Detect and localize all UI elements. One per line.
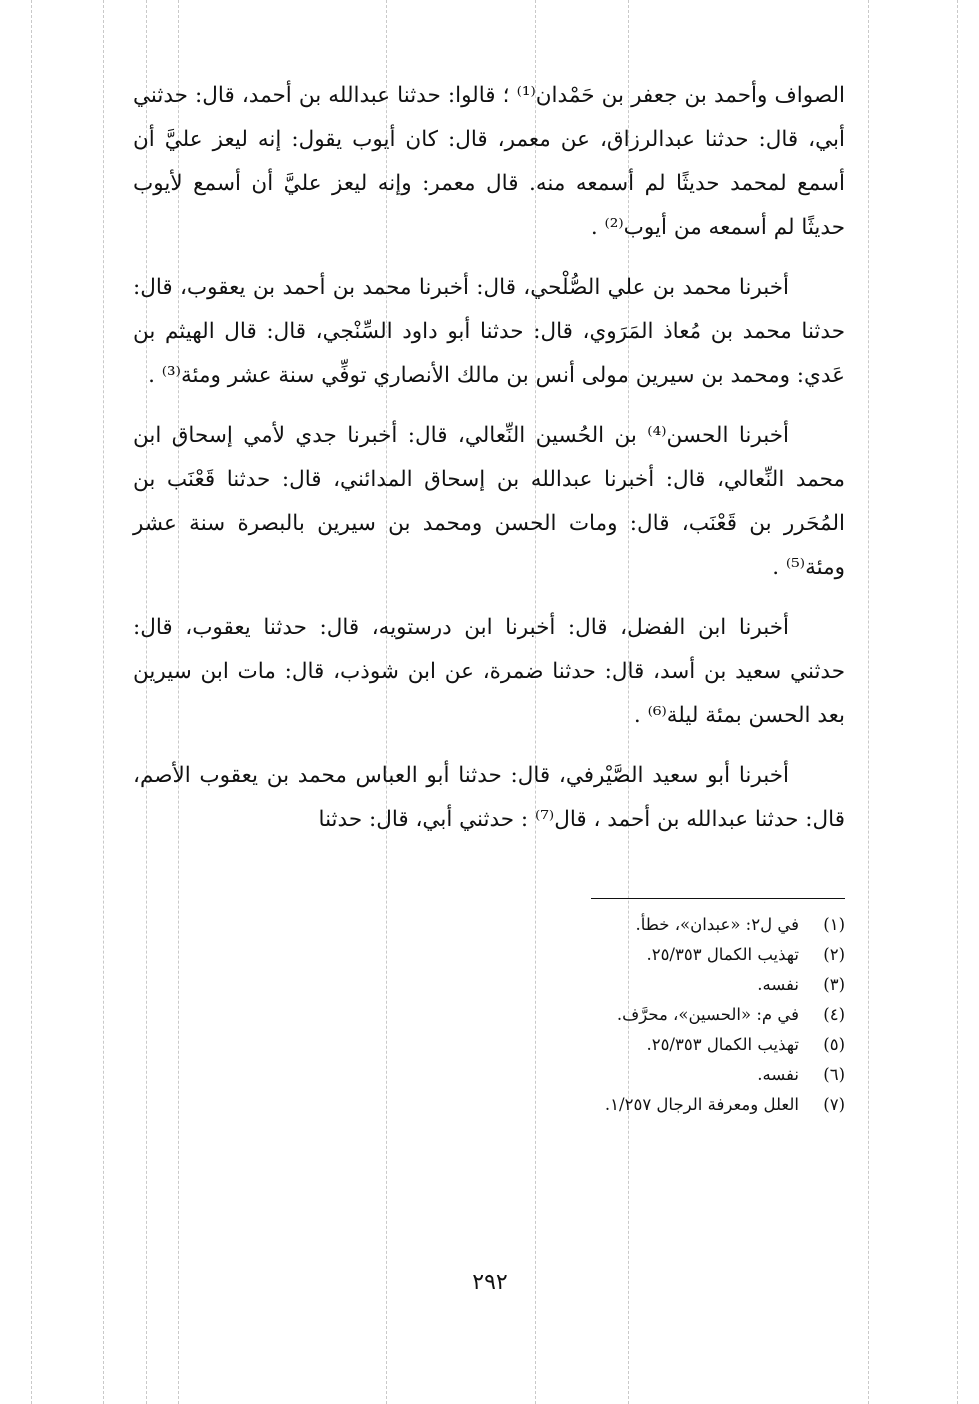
footnote-number: (١) (823, 915, 845, 934)
scan-guide-line (103, 0, 104, 1404)
footnote-text: تهذيب الكمال ٢٥/٣٥٣. (646, 945, 799, 964)
paragraph: أخبرنا أبو سعيد الصَّيْرفي، قال: حدثنا أبو العباس محمد بن يعقوب الأصم، قال: حدثنا عبدالله بن أحمد ، قال⁽⁷⁾ : حدثني أبي، قال: حدثنا (133, 763, 845, 832)
page-number: ٢٩٢ (472, 1270, 508, 1295)
footnote-text: نفسه. (757, 975, 799, 994)
footnote-text: العلل ومعرفة الرجال ١/٢٥٧. (604, 1095, 799, 1114)
footnote (500, 940, 845, 970)
footnote-number: (٤) (823, 1005, 845, 1024)
main-text (133, 74, 845, 858)
footnote-number: (٥) (823, 1035, 845, 1054)
footnote-separator (591, 898, 845, 899)
footnotes (500, 910, 845, 1120)
footnote-number: (٣) (823, 975, 845, 994)
footnote-text: في ل٢: «عبدان»، خطأ. (635, 915, 799, 934)
paragraph: الصواف وأحمد بن جعفر بن حَمْدان⁽¹⁾ ؛ قالوا: حدثنا عبدالله بن أحمد، قال: حدثني أبي، قال: حدثنا عبدالرزاق، عن معمر، قال: كان أيوب يقول: إنه ليعز عليَّ أن أسمع لمحمد حديثًا لم أسمعه منه. قال معمر: وإنه ليعز عليَّ أن أسمع لأيوب حديثًا لم أسمعه من أيوب⁽²⁾ . (133, 83, 845, 240)
scan-guide-line (868, 0, 869, 1404)
footnote-text: نفسه. (757, 1065, 799, 1084)
footnote (500, 910, 845, 940)
footnote (500, 1030, 845, 1060)
footnote (500, 1060, 845, 1090)
footnote-text: تهذيب الكمال ٢٥/٣٥٣. (646, 1035, 799, 1054)
footnote-number: (٧) (823, 1095, 845, 1114)
footnote (500, 970, 845, 1000)
footnote (500, 1090, 845, 1120)
paragraph: أخبرنا محمد بن علي الصُّلْحي، قال: أخبرنا محمد بن أحمد بن يعقوب، قال: حدثنا محمد بن مُعاذ المَرَوي، قال: حدثنا أبو داود السِّنْجي، قال: قال الهيثم بن عَدي: ومحمد بن سيرين مولى أنس بن مالك الأنصاري توفِّي سنة عشر ومئة⁽³⁾ . (133, 275, 845, 388)
paragraph: أخبرنا ابن الفضل، قال: أخبرنا ابن درستويه، قال: حدثنا يعقوب، قال: حدثني سعيد بن أسد، قال: حدثنا ضمرة، عن ابن شوذب، قال: مات ابن سيرين بعد الحسن بمئة ليلة⁽⁶⁾ . (133, 615, 845, 728)
paragraph: أخبرنا الحسن⁽⁴⁾ بن الحُسين النِّعالي، قال: أخبرنا جدي لأمي إسحاق ابن محمد النِّعالي، قال: أخبرنا عبدالله بن إسحاق المدائني، قال: حدثنا قَعْنَب بن المُحَرر بن قَعْنَب، قال: ومات الحسن ومحمد بن سيرين بالبصرة سنة عشر ومئة⁽⁵⁾ . (133, 423, 845, 580)
footnote-text: في م: «الحسين»، محرَّف. (616, 1005, 799, 1024)
scan-guide-line (31, 0, 32, 1404)
footnote-number: (٢) (823, 945, 845, 964)
scan-guide-line (957, 0, 958, 1404)
footnote-number: (٦) (823, 1065, 845, 1084)
footnote (500, 1000, 845, 1030)
